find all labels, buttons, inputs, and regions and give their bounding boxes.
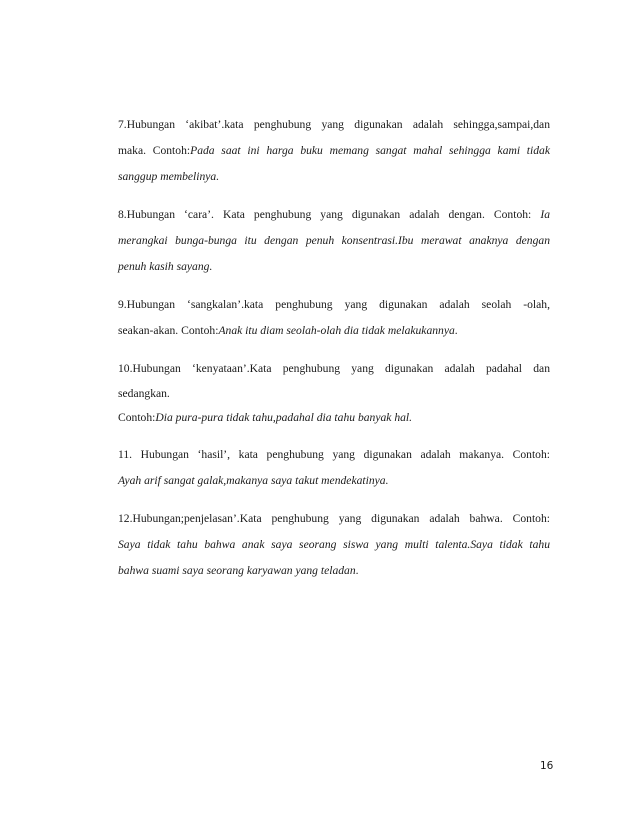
line-text: 12.Hubungan;penjelasan’.Kata penghubung yang digunakan adalah bahwa. Contoh:	[118, 512, 550, 525]
text-line	[118, 112, 550, 138]
example-text: Saya tidak tahu bahwa anak saya seorang siswa yang multi talenta.Saya tidak tahu	[118, 538, 550, 551]
paragraph-penjelasan	[118, 506, 550, 584]
text-line	[118, 164, 550, 190]
text-line	[118, 228, 550, 254]
line-text: 10.Hubungan ‘kenyataan’.Kata penghubung yang digunakan adalah padahal dan	[118, 362, 550, 375]
example-text: penuh kasih sayang.	[118, 260, 213, 273]
text-line	[118, 558, 550, 584]
text-line	[118, 318, 550, 344]
text-line	[118, 356, 550, 382]
line-tail: .	[355, 564, 359, 577]
text-line	[118, 382, 550, 406]
paragraph-sangkalan	[118, 292, 550, 344]
line-text: 9.Hubungan ‘sangkalan’.kata penghubung yang digunakan adalah seolah -olah,	[118, 298, 550, 311]
line-text: 11. Hubungan ‘hasil’, kata penghubung yang digunakan adalah makanya. Contoh:	[118, 448, 550, 461]
text-line	[118, 138, 550, 164]
line-text: 8.Hubungan ‘cara’. Kata penghubung yang digunakan adalah dengan. Contoh:	[118, 208, 532, 221]
line-text: sedangkan.	[118, 387, 170, 400]
paragraph-cara	[118, 202, 550, 280]
line-text: maka. Contoh:	[118, 144, 191, 157]
text-line	[118, 254, 550, 280]
text-line	[118, 406, 550, 430]
line-text: seakan-akan. Contoh:	[118, 324, 219, 337]
text-line	[118, 292, 550, 318]
text-line	[118, 468, 550, 494]
paragraph-hasil	[118, 442, 550, 494]
text-line	[118, 202, 550, 228]
paragraph-akibat	[118, 112, 550, 190]
line-text: 7.Hubungan ‘akibat’.kata penghubung yang digunakan adalah sehingga,sampai,dan	[118, 118, 550, 131]
page-number: 16	[540, 760, 554, 772]
example-text: sanggup membelinya.	[118, 170, 220, 183]
line-tail: .	[454, 324, 458, 337]
paragraph-kenyataan	[118, 356, 550, 430]
example-text: Anak itu diam seolah-olah dia tidak melakukannya	[218, 324, 455, 337]
example-text: Ayah arif sangat galak,makanya saya takut mendekatinya.	[118, 474, 389, 487]
line-text: Contoh:	[118, 411, 156, 424]
example-text: Dia pura-pura tidak tahu,padahal dia tahu banyak hal.	[155, 411, 413, 424]
example-text: Ia	[540, 208, 550, 221]
document-body	[118, 112, 550, 596]
example-text: bahwa suami saya seorang karyawan yang teladan	[118, 564, 356, 577]
text-line	[118, 506, 550, 532]
text-line	[118, 532, 550, 558]
example-text: Pada saat ini harga buku memang sangat mahal sehingga kami tidak	[190, 144, 550, 157]
example-text: merangkai bunga-bunga itu dengan penuh konsentrasi.Ibu merawat anaknya dengan	[118, 234, 550, 247]
text-line	[118, 442, 550, 468]
